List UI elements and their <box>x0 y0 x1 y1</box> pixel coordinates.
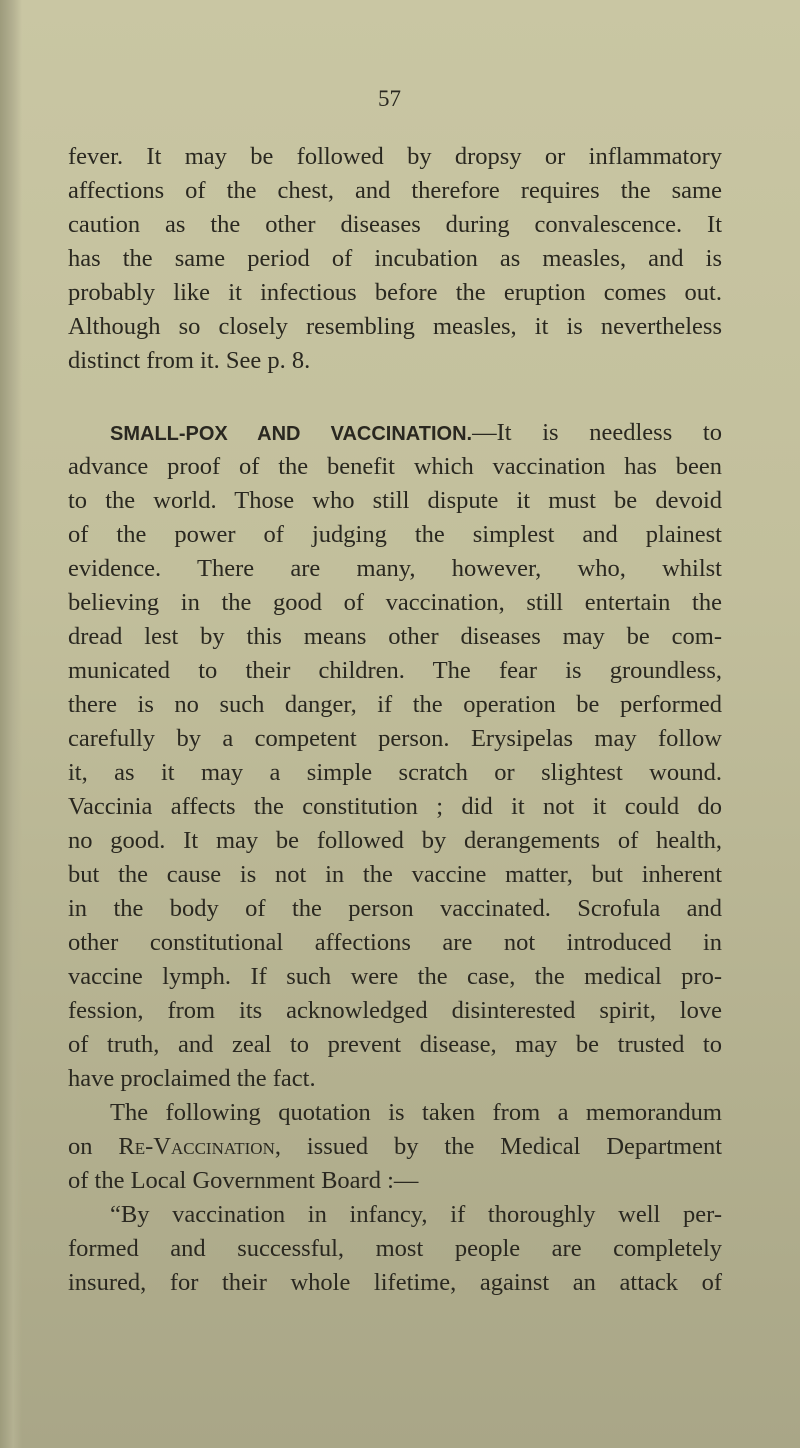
text-segment: has the same period of incubation as measles, and is <box>68 245 722 272</box>
text-line <box>68 344 722 378</box>
text-line <box>68 484 722 518</box>
text-line <box>68 586 722 620</box>
page-number: 57 <box>378 86 401 111</box>
text-segment: vaccine lymph. If such were the case, the medical pro- <box>68 963 722 990</box>
text-segment: believing in the good of vaccination, still entertain the <box>68 589 722 616</box>
text-line <box>68 140 722 174</box>
text-segment: distinct from it. See p. 8. <box>68 347 311 374</box>
text-line <box>68 654 722 688</box>
text-line <box>68 1266 722 1300</box>
text-line <box>68 858 722 892</box>
text-line <box>68 892 722 926</box>
text-line <box>68 1232 722 1266</box>
text-line <box>68 756 722 790</box>
paragraph <box>68 416 722 1096</box>
text-line <box>68 174 722 208</box>
book-spine-shadow <box>0 0 22 1448</box>
text-line <box>68 926 722 960</box>
text-line <box>68 620 722 654</box>
text-line <box>68 1130 722 1164</box>
text-line <box>68 208 722 242</box>
text-segment: insured, for their whole lifetime, against an attack of <box>68 1269 722 1296</box>
text-segment: of the power of judging the simplest and plainest <box>68 521 722 548</box>
text-line <box>68 1096 722 1130</box>
text-segment: —It is needless to <box>472 419 722 446</box>
text-segment: there is no such danger, if the operation be performed <box>68 691 722 718</box>
text-line <box>68 824 722 858</box>
text-segment: dread lest by this means other diseases may be com- <box>68 623 722 650</box>
text-segment: evidence. There are many, however, who, whilst <box>68 555 722 582</box>
text-line <box>68 416 722 450</box>
text-segment: fever. It may be followed by dropsy or inflammatory <box>68 143 722 170</box>
text-segment: caution as the other diseases during convalescence. It <box>68 211 722 238</box>
text-segment: but the cause is not in the vaccine matter, but inherent <box>68 861 722 888</box>
text-segment: Vaccinia affects the constitution ; did it not it could do <box>68 793 722 820</box>
paragraph <box>68 1096 722 1198</box>
text-segment: have proclaimed the fact. <box>68 1065 316 1092</box>
text-segment: The following quotation is taken from a memorandum <box>110 1099 722 1126</box>
text-segment: fession, from its acknowledged disinterested spirit, love <box>68 997 722 1024</box>
text-segment: of truth, and zeal to prevent disease, may be trusted to <box>68 1031 722 1058</box>
text-segment: of the Local Government Board :— <box>68 1167 419 1194</box>
text-segment: Although so closely resembling measles, it is nevertheless <box>68 313 722 340</box>
text-segment: other constitutional affections are not introduced in <box>68 929 722 956</box>
text-line <box>68 552 722 586</box>
text-line <box>68 518 722 552</box>
text-segment: it, as it may a simple scratch or slightest wound. <box>68 759 722 786</box>
text-line <box>68 790 722 824</box>
text-segment: advance proof of the benefit which vaccination has been <box>68 453 722 480</box>
text-line <box>68 242 722 276</box>
text-line <box>68 1164 722 1198</box>
text-line <box>68 994 722 1028</box>
text-line <box>68 1028 722 1062</box>
text-segment: probably like it infectious before the eruption comes out. <box>68 279 722 306</box>
text-line <box>68 688 722 722</box>
text-segment: to the world. Those who still dispute it must be devoid <box>68 487 722 514</box>
text-segment: no good. It may be followed by derangements of health, <box>68 827 722 854</box>
text-segment: in the body of the person vaccinated. Scrofula and <box>68 895 722 922</box>
text-segment: “By vaccination in infancy, if thoroughly well per- <box>110 1201 722 1228</box>
text-line <box>68 1198 722 1232</box>
text-line <box>68 960 722 994</box>
paragraph <box>68 140 722 378</box>
small-caps-term: Re-Vaccination <box>118 1133 275 1160</box>
text-segment: , issued by the Medical Department <box>274 1133 722 1160</box>
text-segment: carefully by a competent person. Erysipelas may follow <box>68 725 722 752</box>
text-segment: municated to their children. The fear is groundless, <box>68 657 722 684</box>
text-line <box>68 722 722 756</box>
text-segment: affections of the chest, and therefore requires the same <box>68 177 722 204</box>
text-segment: formed and successful, most people are completely <box>68 1235 722 1262</box>
text-line <box>68 276 722 310</box>
text-line <box>68 450 722 484</box>
text-line <box>68 1062 722 1096</box>
page-body <box>68 140 722 1300</box>
section-heading: SMALL-POX AND VACCINATION. <box>110 423 473 445</box>
text-segment: on <box>68 1133 119 1160</box>
text-line <box>68 310 722 344</box>
paragraph <box>68 1198 722 1300</box>
